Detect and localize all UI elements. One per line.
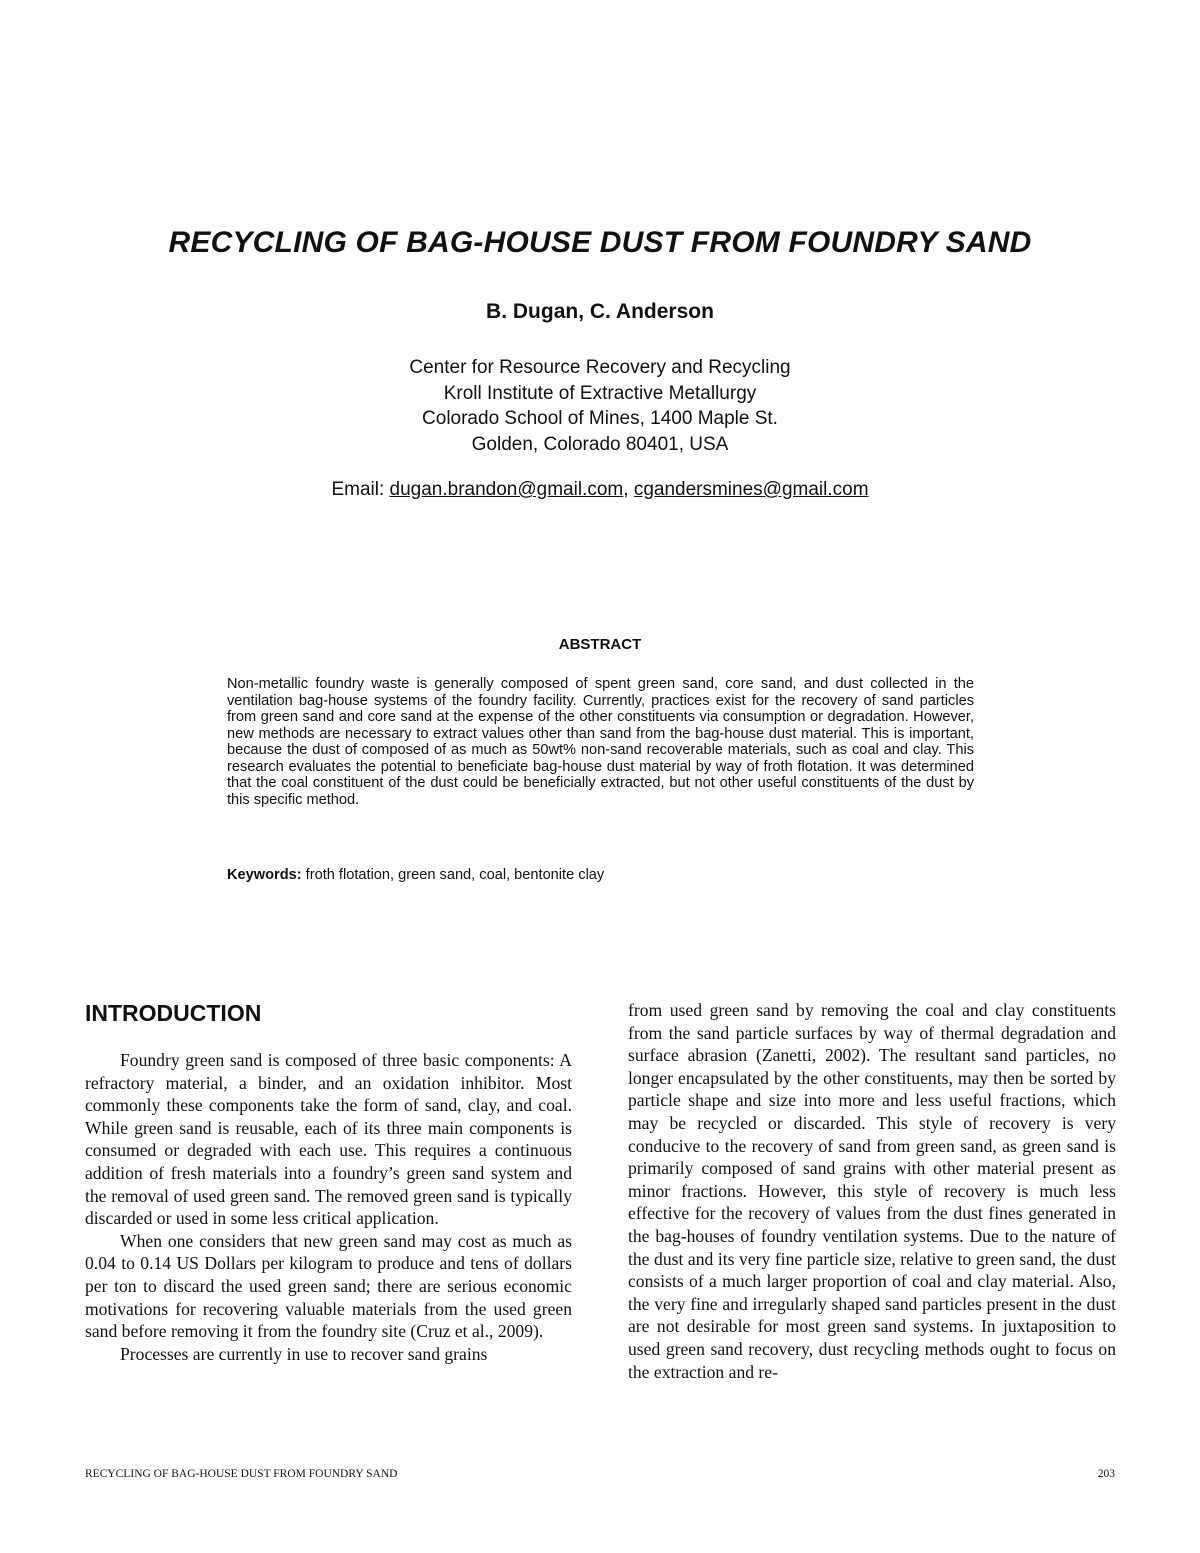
page-number: 203	[1097, 1468, 1115, 1480]
email-separator: ,	[623, 479, 629, 500]
keywords	[227, 867, 974, 883]
affiliation-line: Kroll Institute of Extractive Metallurgy	[443, 382, 757, 404]
running-title: RECYCLING OF BAG-HOUSE DUST FROM FOUNDRY SAND	[85, 1468, 398, 1480]
authors: B. Dugan, C. Anderson	[486, 300, 714, 323]
left-column	[85, 1049, 572, 1365]
body-paragraph: Processes are currently in use to recover sand grains	[120, 1343, 488, 1364]
introduction-heading: INTRODUCTION	[85, 1000, 262, 1026]
abstract-heading: ABSTRACT	[558, 636, 642, 653]
affiliation	[0, 355, 1200, 457]
paper-title: RECYCLING OF BAG-HOUSE DUST FROM FOUNDRY SAND	[168, 226, 1032, 259]
email-label: Email:	[331, 479, 385, 500]
affiliation-line: Colorado School of Mines, 1400 Maple St.	[422, 408, 778, 429]
affiliation-line: Golden, Colorado 80401, USA	[471, 433, 729, 455]
right-column	[628, 999, 1116, 1383]
email-link-dugan[interactable]: dugan.brandon@gmail.com	[389, 479, 624, 500]
email-link-anderson[interactable]: cgandersmines@gmail.com	[633, 479, 869, 500]
keywords-label: Keywords:	[227, 867, 302, 883]
body-paragraph: from used green sand by removing the coal and clay constituents from the sand particle surfaces by way of thermal degradation and surface abrasion (Zanetti, 2002). The resultant sand particles, no longer encapsulated by the other constituents, may then be sorted by particle shape and size into more and less useful fractions, which may be recycled or discarded. This style of recovery is very conducive to the recovery of sand from green sand, as green sand is primarily composed of sand grains with other material present as minor fractions. However, this style of recovery is much less effective for the recovery of values from the dust fines generated in the bag-houses of foundry ventilation systems. Due to the nature of the dust and its very fine particle size, relative to green sand, the dust consists of a much larger proportion of coal and clay material. Also, the very fine and irregularly shaped sand particles present in the dust are not desirable for most green sand systems. In juxtaposition to used green sand recovery, dust recycling methods ought to focus on the extraction and re-	[628, 1000, 1116, 1382]
body-paragraph: Foundry green sand is composed of three basic components: A refractory material, a binder, and an oxidation inhibitor. Most commonly these components take the form of sand, clay, and coal. While green sand is reusable, each of its three main components is consumed or degraded with each use. This requires a continuous addition of fresh materials into a foundry’s green sand system and the removal of used green sand. The removed green sand is typically discarded or used in some less critical application.	[85, 1050, 572, 1229]
abstract-body: Non-metallic foundry waste is generally composed of spent green sand, core sand, and dust collected in the ventilation bag-house systems of the foundry facility. Currently, practices exist for the recovery of sand particles from green sand and core sand at the expense of the other constituents via consumption or degradation. However, new methods are necessary to extract values other than sand from the bag-house dust material. This is important, because the dust of composed of as much as 50wt% non-sand recoverable materials, such as coal and clay. This research evaluates the potential to beneficiate bag-house dust material by way of froth flotation. It was determined that the coal constituent of the dust could be beneficially extracted, but not other useful constituents of the dust by this specific method.	[227, 676, 974, 808]
email-line	[0, 479, 1200, 501]
body-paragraph: When one considers that new green sand may cost as much as 0.04 to 0.14 US Dollars per kilogram to produce and tens of dollars per ton to discard the used green sand; there are serious economic motivations for recovering valuable materials from the used green sand before removing it from the foundry site (Cruz et al., 2009).	[85, 1230, 572, 1342]
affiliation-line: Center for Resource Recovery and Recycling	[409, 357, 791, 378]
keywords-text: froth flotation, green sand, coal, bentonite clay	[305, 867, 605, 883]
